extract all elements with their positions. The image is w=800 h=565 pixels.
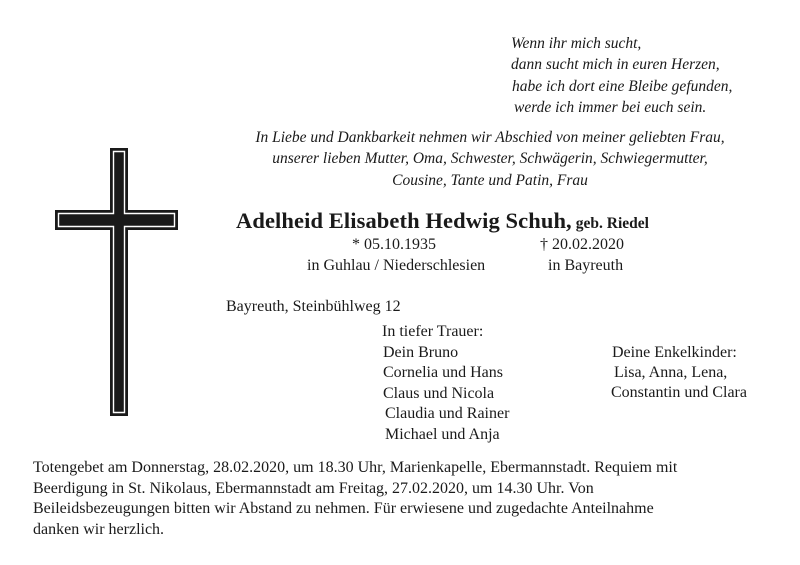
- birth-date: * 05.10.1935: [352, 236, 436, 253]
- death-date: † 20.02.2020: [540, 236, 624, 253]
- intro-line: Cousine, Tante und Patin, Frau: [392, 171, 588, 189]
- list-item: Dein Bruno: [383, 344, 459, 361]
- grandchildren-heading: Deine Enkelkinder:: [612, 344, 737, 361]
- birth-place: in Guhlau / Niederschlesien: [307, 257, 486, 274]
- intro-line: In Liebe und Dankbarkeit nehmen wir Abschied von meiner geliebten Frau,: [255, 129, 725, 146]
- list-item: Claus und Nicola: [383, 384, 495, 402]
- deceased-name: Adelheid Elisabeth Hedwig Schuh,: [236, 208, 572, 233]
- service-line: Beerdigung in St. Nikolaus, Ebermannstadt am Freitag, 27.02.2020, um 14.30 Uhr. Von: [33, 479, 594, 497]
- service-line: Beileidsbezeugungen bitten wir Abstand zu nehmen. Für erwiesene und zugedachte Anteilnahme: [33, 500, 654, 517]
- maiden-name: geb. Riedel: [575, 215, 649, 232]
- list-item: Michael und Anja: [385, 425, 500, 443]
- service-info: [33, 458, 778, 540]
- death-place: in Bayreuth: [548, 257, 624, 274]
- poem: [511, 33, 732, 118]
- latin-cross-icon: [55, 148, 178, 416]
- intro-text: [200, 127, 780, 191]
- service-line: danken wir herzlich.: [33, 520, 165, 538]
- list-item: Lisa, Anna, Lena,: [614, 364, 728, 381]
- family-list: [383, 343, 509, 445]
- list-item: Cornelia und Hans: [383, 364, 503, 382]
- mourners-heading: In tiefer Trauer:: [382, 323, 484, 340]
- poem-line: dann sucht mich in euren Herzen,: [511, 56, 720, 74]
- list-item: Claudia und Rainer: [385, 405, 510, 423]
- poem-line: werde ich immer bei euch sein.: [514, 98, 707, 116]
- service-line: Totengebet am Donnerstag, 28.02.2020, um 18.30 Uhr, Marienkapelle, Ebermannstadt. Requiem mit: [33, 459, 678, 476]
- address: Bayreuth, Steinbühlweg 12: [226, 298, 401, 315]
- poem-line: habe ich dort eine Bleibe gefunden,: [512, 77, 733, 95]
- intro-line: unserer lieben Mutter, Oma, Schwester, Schwägerin, Schwiegermutter,: [272, 150, 708, 168]
- deceased-name-line: [236, 208, 649, 234]
- list-item: Constantin und Clara: [611, 384, 747, 401]
- poem-line: Wenn ihr mich sucht,: [511, 35, 642, 52]
